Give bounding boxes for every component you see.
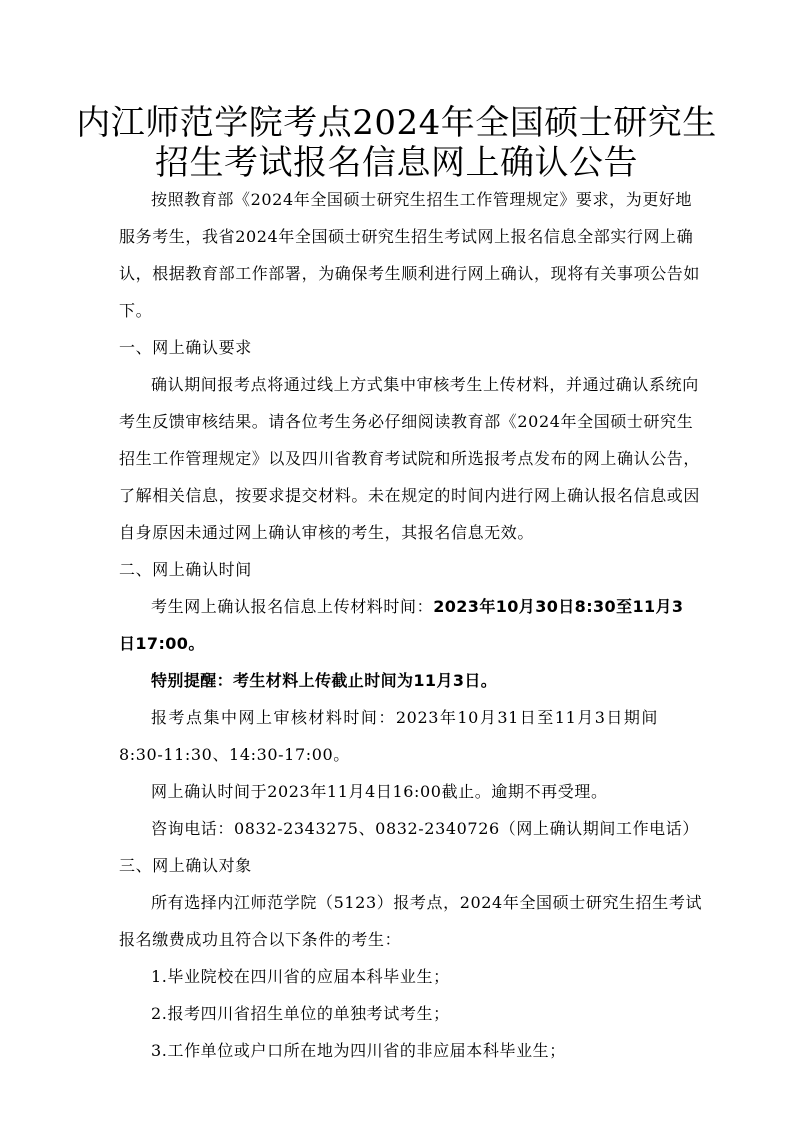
document-title-line-1: 内江师范学院考点2024年全国硕士研究生 (76, 103, 717, 143)
requirements-line: 了解相关信息，按要求提交材料。未在规定的时间内进行网上确认报名信息或因 (119, 486, 701, 505)
requirements-line: 自身原因未通过网上确认审核的考生，其报名信息无效。 (119, 523, 535, 542)
review-time-line: 8:30-11:30、14:30-17:00。 (119, 745, 350, 764)
section-heading-requirements: 一、网上确认要求 (119, 338, 252, 357)
target-list-item: 2.报考四川省招生单位的单独考试考生； (151, 1004, 450, 1023)
confirmation-deadline: 网上确认时间于2023年11月4日16:00截止。逾期不再受理。 (151, 782, 608, 801)
review-time-line: 报考点集中网上审核材料时间：2023年10月31日至11月3日期间 (151, 708, 658, 727)
consultation-phone: 咨询电话：0832-2343275、0832-2340726（网上确认期间工作电话） (151, 819, 699, 838)
requirements-line: 招生工作管理规定》以及四川省教育考试院和所选报考点发布的网上确认公告， (119, 449, 701, 468)
target-list-item: 1.毕业院校在四川省的应届本科毕业生； (151, 967, 450, 986)
targets-intro-line: 所有选择内江师范学院（5123）报考点，2024年全国硕士研究生招生考试 (151, 893, 703, 912)
intro-line: 服务考生，我省2024年全国硕士研究生招生考试网上报名信息全部实行网上确 (119, 227, 694, 246)
document-title-line-2: 招生考试报名信息网上确认公告 (155, 143, 638, 183)
section-heading-targets: 三、网上确认对象 (119, 856, 252, 875)
intro-line: 下。 (119, 301, 153, 320)
intro-line: 按照教育部《2024年全国硕士研究生招生工作管理规定》要求，为更好地 (151, 190, 693, 209)
targets-intro-line: 报名缴费成功且符合以下条件的考生： (119, 930, 402, 949)
upload-time-line (151, 596, 684, 618)
target-list-item: 3.工作单位或户口所在地为四川省的非应届本科毕业生； (151, 1041, 566, 1060)
special-reminder: 特别提醒：考生材料上传截止时间为11月3日。 (151, 671, 498, 690)
section-heading-time: 二、网上确认时间 (119, 560, 252, 579)
upload-time-value-end: 日17:00。 (119, 634, 205, 653)
upload-time-value: 2023年10月30日8:30至11月3 (433, 597, 684, 616)
intro-line: 认，根据教育部工作部署，为确保考生顺利进行网上确认，现将有关事项公告如 (119, 264, 701, 283)
upload-time-label: 考生网上确认报名信息上传材料时间： (151, 597, 434, 616)
requirements-line: 考生反馈审核结果。请各位考生务必仔细阅读教育部《2024年全国硕士研究生 (119, 412, 694, 431)
requirements-line: 确认期间报考点将通过线上方式集中审核考生上传材料，并通过确认系统向 (151, 375, 699, 394)
